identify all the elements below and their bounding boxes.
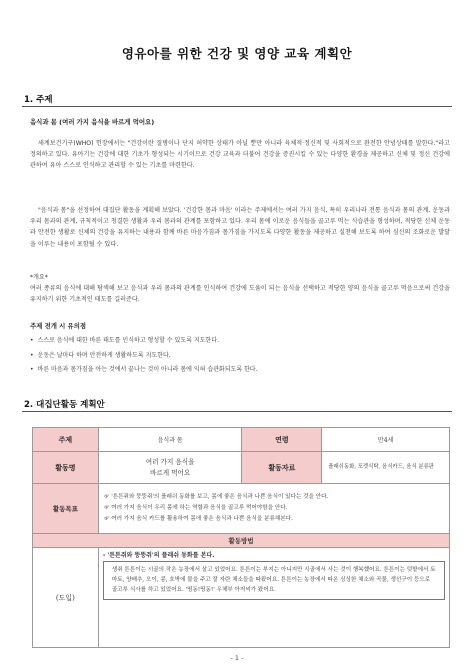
intro-cell xyxy=(98,548,449,648)
paragraph-topic: "음식과 몸"을 선정하여 대집단 활동을 계획해 보았다. '건강한 몸과 마음' 이라는 주제에서는 여러 가지 음식, 특히 우리나라 전통 음식과 몸의 관계, 운동과 우리 몸과의 관계, 규칙적이고 청결한 생활과 우리 몸과의 관계를 포함하고 있다. 우리 몸에 이로운 음식들을 골고루 먹는 식습관을 형성하며, 적당한 신체 운동과 안전한 생활로 신체의 건강을 유지하는 내용과 함께 바른 마음가짐과 몸가짐을 가지도록 다양한 활동을 제공하고 실천해 보도록 하여 심신의 조화로운 발달을 이루는 내용이 포함될 수 있다. xyxy=(30,207,450,248)
section-1-heading: 1. 주제 xyxy=(24,95,53,105)
page-number: - 1 - xyxy=(230,654,244,662)
age-value: 만4세 xyxy=(322,428,450,452)
materials-label: 활동자료 xyxy=(242,452,322,484)
goal-cell xyxy=(98,484,449,534)
list-item: • 스스로 음식에 대한 바른 태도를 인식하고 형성할 수 있도록 지도한다. xyxy=(30,334,450,349)
subject-value: 음식과 몸 xyxy=(98,428,242,452)
topic-line: 음식과 몸 (여러 가지 음식을 바르게 먹어요) xyxy=(30,118,155,126)
section-2-divider xyxy=(22,411,452,412)
list-item: • 바른 마음과 몸가짐을 아는 것에서 끝나는 것이 아니라 몸에 익혀 습관화되도록 한다. xyxy=(30,363,450,378)
activity-name-line-2: 바르게 먹어요 xyxy=(149,468,191,477)
activity-name-label: 활동명 xyxy=(33,452,99,484)
notes-heading: 주제 전개 시 유의점 xyxy=(30,322,87,330)
list-item: • 운동은 날마다 하며 안전하게 생활하도록 지도한다. xyxy=(30,349,450,364)
goal-item: ☞ '튼튼쥐와 뚱뚱쥐'의 플래쉬 동화를 보고, 몸에 좋은 음식과 나쁜 음식이 있다는 것을 안다. xyxy=(103,494,329,500)
materials-value: 플래쉬동화, 포켓식탁, 음식카드, 음식 분류판 xyxy=(322,452,450,484)
activity-name-line-1: 여러 가지 음식을 xyxy=(145,457,195,466)
section-1-divider xyxy=(22,106,452,107)
activity-plan-table xyxy=(32,427,450,648)
paragraph-who: 세계보건기구(WHO) 헌장에서는 "건강이란 질병이나 단지 허약한 상태가 아닐 뿐만 아니라 육체적·정신적 및 사회적으로 완전한 안녕상태를 말한다."라고 정의하고 있다. 유아기는 건강에 대한 기초가 형성되는 시기이므로 건강 교육과 더불어 건강을 증진시킬 수 있는 다양한 환경을 제공하고 신체 및 정신 건강에 관하여 유아 스스로 인식하고 관리할 수 있는 기초를 마련한다. xyxy=(30,140,450,170)
section-2-heading: 2. 대집단활동 계획안 xyxy=(24,400,105,410)
overview-label: *개요* xyxy=(30,274,48,281)
intro-label: (도입) xyxy=(33,548,99,648)
page-title: 영유아를 위한 건강 및 영양 교육 계획안 xyxy=(121,46,353,61)
age-label: 연령 xyxy=(242,428,322,452)
goal-label: 활동목표 xyxy=(33,484,99,534)
story-box: 생쥐 튼튼이는 시골의 작은 농장에서 살고 있었어요. 튼튼이는 부지는 아니지만 시골에서 사는 것이 행복했어요. 튼튼이는 텃밭에서 토마토, 양배추, 오이, 콩, 호박에 물을 주고 잘 자란 채소들을 따왔어요. 튼튼이는 농장에서 따온 싱싱한 채소와 곡물, 생선구이 등으로 골고루 식사를 하고 있었어요. '띵동!띵동!' 우체부 아저씨가 왔어요. xyxy=(103,561,445,600)
intro-title: - '튼튼쥐와 뚱뚱쥐'의 플래쉬 동화를 본다. xyxy=(102,552,215,559)
notes-list xyxy=(30,334,450,378)
subject-label: 주제 xyxy=(33,428,99,452)
paragraph-overview: 여러 종류의 음식에 대해 탐색해 보고 음식과 우리 몸과의 관계를 인식하여 건강에 도움이 되는 음식을 선택하고 적당한 양의 음식을 골고루 먹음으로써 건강을 유지하기 위한 기초적인 태도를 길러준다. xyxy=(30,285,450,304)
activity-name-value xyxy=(98,452,242,484)
goal-item: ☞ 여러 가지 음식 카드를 활용하여 몸에 좋은 음식과 나쁜 음식을 분류해본다. xyxy=(103,516,293,522)
method-header: 활동방법 xyxy=(33,534,450,548)
goal-item: ☞ 여러 가지 음식이 우리 몸에 하는 역할과 음식을 골고루 먹어야함을 안다. xyxy=(103,505,288,511)
